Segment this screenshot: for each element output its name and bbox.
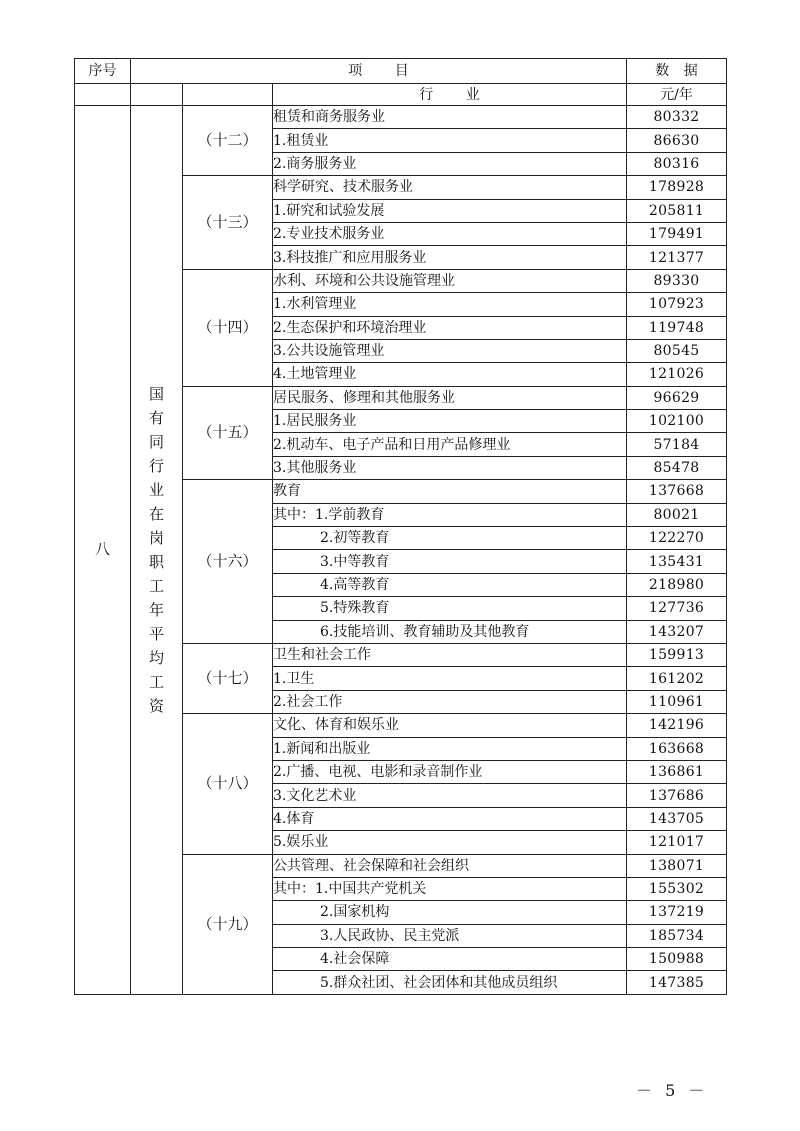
wage-value: 163668 <box>627 737 727 760</box>
industry-name: 6.技能培训、教育辅助及其他教育 <box>273 620 627 643</box>
group-label: （十五） <box>183 386 273 480</box>
section-title-char: 岗 <box>148 528 164 547</box>
section-title-char: 业 <box>148 480 164 499</box>
group-label: （十三） <box>183 176 273 270</box>
industry-name: 4.社会保障 <box>273 948 627 971</box>
industry-name: 3.科技推广和应用服务业 <box>273 246 627 269</box>
wage-value: 110961 <box>627 690 727 713</box>
wage-value: 137219 <box>627 901 727 924</box>
section-title-char: 工 <box>148 576 164 595</box>
wage-value: 143705 <box>627 807 727 830</box>
wage-value: 155302 <box>627 877 727 900</box>
industry-name: 4.土地管理业 <box>273 363 627 386</box>
wage-value: 86630 <box>627 129 727 152</box>
industry-name: 2.广播、电视、电影和录音制作业 <box>273 760 627 783</box>
wage-value: 179491 <box>627 222 727 245</box>
wage-value: 121017 <box>627 831 727 854</box>
industry-name: 其中：1.中国共产党机关 <box>273 877 627 900</box>
wage-value: 205811 <box>627 199 727 222</box>
industry-name: 1.新闻和出版业 <box>273 737 627 760</box>
industry-name: 租赁和商务服务业 <box>273 106 627 129</box>
group-label: （十八） <box>183 714 273 854</box>
industry-name: 2.生态保护和环境治理业 <box>273 316 627 339</box>
industry-name: 4.体育 <box>273 807 627 830</box>
industry-name: 公共管理、社会保障和社会组织 <box>273 854 627 877</box>
wage-value: 122270 <box>627 527 727 550</box>
wage-value: 135431 <box>627 550 727 573</box>
header-item: 项 目 <box>131 59 627 84</box>
industry-name: 3.其他服务业 <box>273 456 627 479</box>
wage-value: 80332 <box>627 106 727 129</box>
industry-name: 科学研究、技术服务业 <box>273 176 627 199</box>
industry-name: 其中：1.学前教育 <box>273 503 627 526</box>
section-title <box>131 106 183 995</box>
section-title-char: 均 <box>148 648 164 667</box>
subheader-blank-1 <box>75 84 131 106</box>
industry-name: 1.卫生 <box>273 667 627 690</box>
wage-table <box>74 58 727 995</box>
wage-value: 137686 <box>627 784 727 807</box>
wage-value: 143207 <box>627 620 727 643</box>
industry-name: 水利、环境和公共设施管理业 <box>273 269 627 292</box>
industry-name: 4.高等教育 <box>273 573 627 596</box>
section-number: 八 <box>75 106 131 995</box>
industry-name: 2.商务服务业 <box>273 152 627 175</box>
industry-name: 2.社会工作 <box>273 690 627 713</box>
wage-value: 142196 <box>627 714 727 737</box>
wage-value: 159913 <box>627 643 727 666</box>
wage-value: 119748 <box>627 316 727 339</box>
industry-name: 3.公共设施管理业 <box>273 339 627 362</box>
wage-value: 121377 <box>627 246 727 269</box>
header-unit: 元/年 <box>627 84 727 106</box>
wage-value: 96629 <box>627 386 727 409</box>
industry-name: 居民服务、修理和其他服务业 <box>273 386 627 409</box>
wage-value: 136861 <box>627 760 727 783</box>
section-title-char: 有 <box>148 408 164 427</box>
industry-name: 3.文化艺术业 <box>273 784 627 807</box>
wage-value: 137668 <box>627 480 727 503</box>
wage-value: 127736 <box>627 597 727 620</box>
wage-value: 178928 <box>627 176 727 199</box>
industry-name: 2.专业技术服务业 <box>273 222 627 245</box>
wage-value: 80021 <box>627 503 727 526</box>
header-data: 数 据 <box>627 59 727 84</box>
group-label: （十七） <box>183 643 273 713</box>
industry-name: 文化、体育和娱乐业 <box>273 714 627 737</box>
wage-value: 102100 <box>627 410 727 433</box>
wage-value: 89330 <box>627 269 727 292</box>
group-label: （十九） <box>183 854 273 994</box>
wage-value: 121026 <box>627 363 727 386</box>
header-industry: 行 业 <box>273 84 627 106</box>
wage-value: 161202 <box>627 667 727 690</box>
subheader-blank-2 <box>131 84 183 106</box>
section-title-char: 国 <box>148 384 164 403</box>
section-title-char: 同 <box>148 432 164 451</box>
industry-name: 1.租赁业 <box>273 129 627 152</box>
header-seq: 序号 <box>75 59 131 84</box>
wage-value: 80545 <box>627 339 727 362</box>
section-title-char: 工 <box>148 672 164 691</box>
section-title-char: 行 <box>148 456 164 475</box>
section-title-char: 年 <box>148 600 164 619</box>
industry-name: 1.研究和试验发展 <box>273 199 627 222</box>
group-label: （十四） <box>183 269 273 386</box>
industry-name: 5.特殊教育 <box>273 597 627 620</box>
industry-name: 卫生和社会工作 <box>273 643 627 666</box>
wage-value: 85478 <box>627 456 727 479</box>
industry-name: 3.人民政协、民主党派 <box>273 924 627 947</box>
industry-name: 2.机动车、电子产品和日用产品修理业 <box>273 433 627 456</box>
industry-name: 5.娱乐业 <box>273 831 627 854</box>
industry-name: 教育 <box>273 480 627 503</box>
wage-value: 150988 <box>627 948 727 971</box>
group-label: （十六） <box>183 480 273 644</box>
section-title-char: 在 <box>148 504 164 523</box>
industry-name: 2.初等教育 <box>273 527 627 550</box>
section-title-char: 资 <box>148 696 164 715</box>
industry-name: 1.水利管理业 <box>273 293 627 316</box>
industry-name: 1.居民服务业 <box>273 410 627 433</box>
subheader-row <box>75 84 727 106</box>
header-row <box>75 59 727 84</box>
industry-name: 2.国家机构 <box>273 901 627 924</box>
section-title-char: 职 <box>148 552 164 571</box>
wage-value: 147385 <box>627 971 727 994</box>
table-row <box>75 106 727 129</box>
section-title-char: 平 <box>148 624 164 643</box>
wage-value: 185734 <box>627 924 727 947</box>
wage-value: 107923 <box>627 293 727 316</box>
wage-value: 218980 <box>627 573 727 596</box>
industry-name: 5.群众社团、社会团体和其他成员组织 <box>273 971 627 994</box>
wage-value: 138071 <box>627 854 727 877</box>
subheader-blank-3 <box>183 84 273 106</box>
wage-value: 80316 <box>627 152 727 175</box>
page-number: － 5 － <box>636 1081 709 1100</box>
group-label: （十二） <box>183 106 273 176</box>
industry-name: 3.中等教育 <box>273 550 627 573</box>
wage-value: 57184 <box>627 433 727 456</box>
